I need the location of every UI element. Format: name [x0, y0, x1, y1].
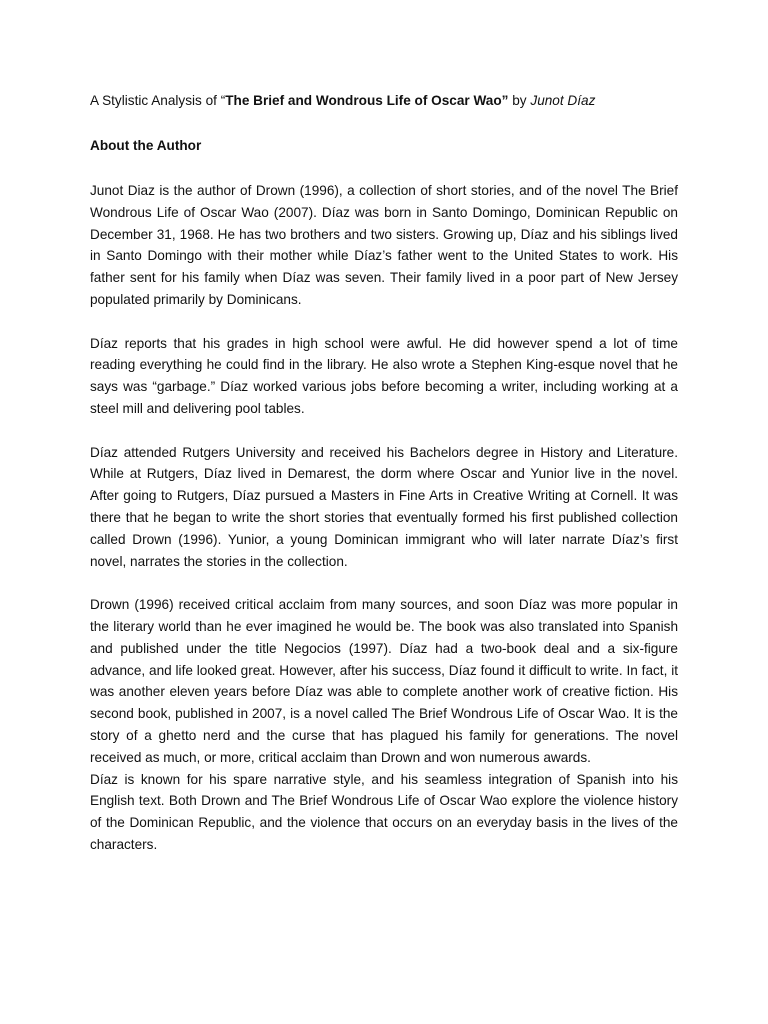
paragraph-3: Díaz attended Rutgers University and received his Bachelors degree in History and Literature. While at Rutgers, Díaz lived in Demarest, the dorm where Oscar and Yunior live in the novel. After going to Rutgers, Díaz pursued a Masters in Fine Arts in Creative Writing at Cornell. It was there that he began to write the short stories that eventually formed his first published collection called Drown (1996). Yunior, a young Dominican immigrant who will later narrate Díaz’s first novel, narrates the stories in the collection. [90, 444, 678, 569]
title-work: The Brief and Wondrous Life of Oscar Wao” [225, 93, 509, 108]
section-heading: About the Author [90, 138, 202, 153]
paragraph-4: Drown (1996) received critical acclaim from many sources, and soon Díaz was more popular in the literary world than he ever imagined he would be. The book was also translated into Spanish and published under the title Negocios (1997). Díaz had a two-book deal and a six-figure advance, and life looked great. However, after his success, Díaz found it difficult to write. In fact, it was another eleven years before Díaz was able to complete another work of creative fiction. His second book, published in 2007, is a novel called The Brief Wondrous Life of Oscar Wao. It is the story of a ghetto nerd and the curse that has plagued his family for generations. The novel received as much, or more, critical acclaim than Drown and won numerous awards. [90, 597, 678, 765]
paragraph-2: Díaz reports that his grades in high school were awful. He did however spend a lot of time reading everything he could find in the library. He also wrote a Stephen King-esque novel that he says was “garbage.” Díaz worked various jobs before becoming a writer, including working at a steel mill and delivering pool tables. [90, 335, 678, 416]
paragraph-1: Junot Diaz is the author of Drown (1996), a collection of short stories, and of the novel The Brief Wondrous Life of Oscar Wao (2007). Díaz was born in Santo Domingo, Dominican Republic on December 31, 1968. He has two brothers and two sisters. Growing up, Díaz and his siblings lived in Santo Domingo with their mother while Díaz’s father went to the United States to work. His father sent for his family when Díaz was seven. Their family lived in a poor part of New Jersey populated primarily by Dominicans. [90, 183, 678, 307]
title-author: Junot Díaz [530, 93, 596, 108]
document-page [90, 90, 678, 878]
paragraph-5: Díaz is known for his spare narrative style, and his seamless integration of Spanish into his English text. Both Drown and The Brief Wondrous Life of Oscar Wao explore the violence history of the Dominican Republic, and the violence that occurs on an everyday basis in the lives of the characters. [90, 771, 678, 852]
document-title [90, 90, 678, 112]
title-prefix: A Stylistic Analysis of “ [90, 93, 226, 108]
title-by: by [508, 93, 531, 108]
